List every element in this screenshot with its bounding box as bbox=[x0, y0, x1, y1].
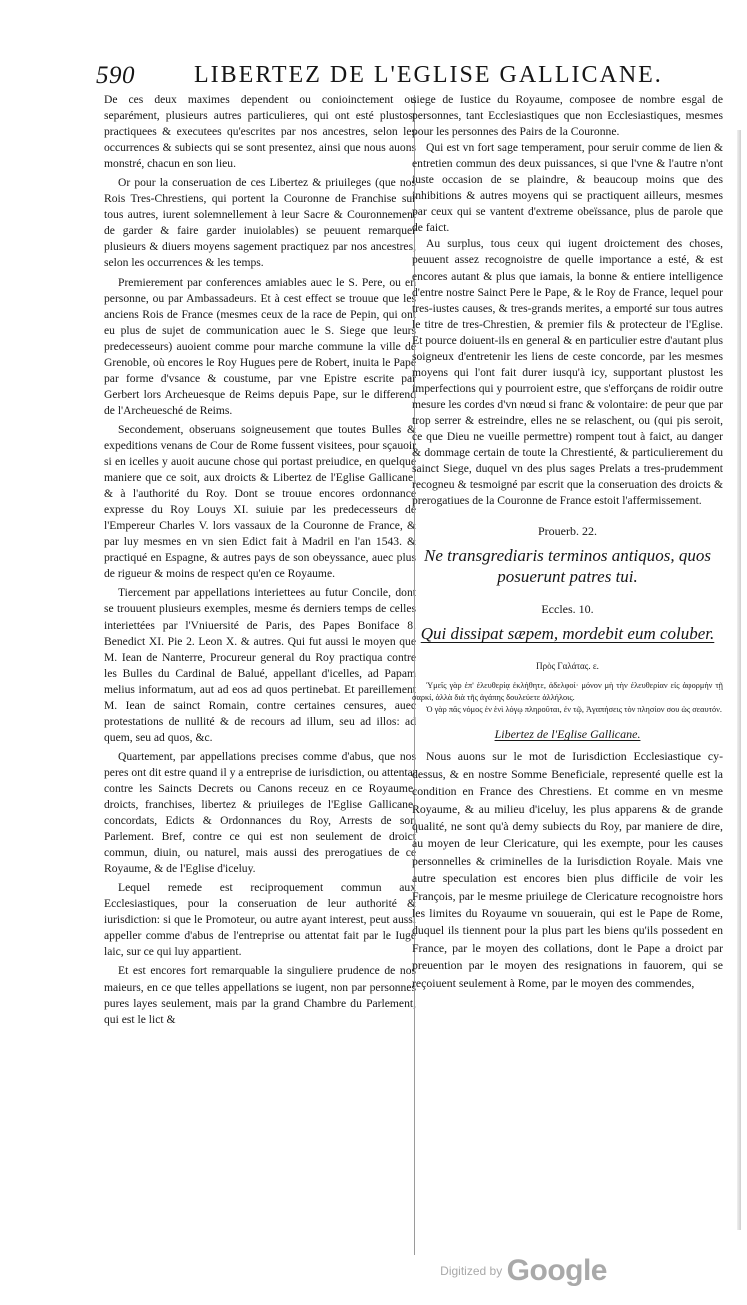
watermark-prefix: Digitized by bbox=[440, 1264, 503, 1278]
section-paragraph: Nous auons sur le mot de Iurisdiction Ecclesiastique cy-dessus, & en nostre Somme Beneficiale, representé quelle est la condition en France des Chrestiens. Et comme en vn mesme Royaume, & au milieu d'iceluy, les plus apparens & de grande qualité, ne sont qu'à demy subiects du Roy, par maniere de dire, au moyen de leur Clericature, qui les exempte, pour les causes personnelles & criminelles de la Iurisdiction Royale. Mais vne autre speculation est encores bien plus difficile de voir les François, par le mesme priuilege de Clericature recognoistre hors les limites du Royaume vn souuerain, qui est le Pape de Rome, duquel ils tiennent pour la plus part les biens qu'ils possedent en France, par le moyen des collations, dont le Pape a droict par preuention par le moyen des resignations in fauorem, qui se reçoiuent seulement à Rome, par le moyen des commendes, bbox=[412, 749, 723, 990]
left-paragraph: Premierement par conferences amiables auec le S. Pere, ou en personne, ou par Ambassadeurs. Et à cest effect se trouue que les anciens Rois de France (mesmes ceux de la race de Pepin, qui ont eu plus de sujet de communication auec le S. Siege que leurs predecesseurs) auoient comme pour marche commune la ville de Grenoble, où encores le Roy Hugues pere de Robert, inuita le Pape par forme d'vsance & coustume, par vne Epistre escrite par Gerbert lors Archeuesque de Reims depuis Pape, sur le differend de l'Archeuesché de Reims. bbox=[104, 275, 416, 417]
left-paragraph: Tiercement par appellations interiettees au futur Concile, dont se trouuent plusieurs exemples, mesme és derniers temps de celles interiettées par l'Vniuersité de Paris, des Papes Boniface 8. Benedict XI. Pie 2. Leon X. & autres. Qui fut aussi le moyen que M. Iean de Nanterre, Procureur general du Roy practiqua contre les Bulles du Cardinal de Balué, appellant d'icelles, ad Papam melius informatum, aut ad eos ad quos pertinebat. Et pareillement M. Iean de sainct Romain, contre certaines censures, auec protestations de nullité & de recours ad illum, seu ad illos: ad quem, seu ad quos, &c. bbox=[104, 586, 416, 744]
page-edge-shadow bbox=[737, 130, 741, 1230]
right-paragraph: siege de Iustice du Royaume, composee de nombre esgal de personnes, tant Ecclesiastiques que non Ecclesiastiques, mesmes pour les personnes des Pairs de la Couronne. bbox=[412, 93, 723, 139]
right-paragraph: Qui est vn fort sage temperament, pour seruir comme de lien & entretien commun des deux puissances, si que l'vne & l'autre n'ont iuste occasion de se plaindre, & beaucoup moins que des inhibitions & autres moyens qui se practiquent ailleurs, mesmes par ceux qui se vantent d'extreme obeïssance, plus de parole que de faict. bbox=[412, 141, 723, 235]
left-paragraph: Quartement, par appellations precises comme d'abus, que nos peres ont dit estre quand il y a entreprise de iurisdiction, ou attentat contre les Saincts Decrets ou Canons receuz en ce Royaume, droicts, franchises, libertez & priuileges de l'Eglise Gallicane, concordats, Edicts & Ordonnances du Roy, Arrests de son Parlement. Bref, contre ce qui est non seulement de droict commun, diuin, ou naturel, mais aussi des prerogatiues de ce Royaume, & de l'Eglise d'iceluy. bbox=[104, 749, 416, 876]
page-header bbox=[96, 62, 726, 96]
citation-proverbs: Prouerb. 22. bbox=[538, 524, 597, 539]
right-paragraph: Au surplus, tous ceux qui iugent droictement des choses, peuuent assez recognoistre de quelle importance a esté, & est encores autant & plus que iamais, la bonne & entiere intelligence d'entre nostre Sainct Pere le Pape, & le Roy de France, lequel pour tres-iustes causes, & tres-grands merites, a emporté sur tous autres le titre de tres-Chrestien, & premier fils & protecteur de l'Eglise. Et pource doiuent-ils en general & en particulier estre d'autant plus soigneux d'entretenir les liens de ceste concorde, par les mesmes moyens qui l'ont fait durer iusqu'à icy, supportant plustost les imperfections qui y pourroient estre, que s'efforçans de roidir outre mesure les cordes d'vn nœud si franc & volontaire: de peur que par trop serrer & estreindre, elles ne se relaschent, ou (qui pis seroit, ce que Dieu ne vueille permettre) rompent tout à faict, au danger & dommage certain de toute la Chrestienté, & particulierement du sainct Siege, duquel vn des plus sages Prelats a tres-prudemment recogneu & tesmoigné par escrit que la conseruation des droicts & prerogatiues de la Couronne de France estoit l'affermissement. bbox=[412, 237, 723, 508]
page-number: 590 bbox=[96, 62, 135, 89]
left-paragraph: De ces deux maximes dependent ou conioinctement ou separément, plusieurs autres particulieres, qui ont esté plustost practiquees & executees qu'escrites par nos ancestres, selon les occurrences & subiects qui se sont presentez, ainsi que nous auons monstré, chacun en son lieu. bbox=[104, 93, 416, 171]
verse-ecclesiastes: Qui dissipat sæpem, mordebit eum coluber. bbox=[420, 624, 715, 644]
right-column bbox=[412, 92, 723, 992]
section-heading: Libertez de l'Eglise Gallicane. bbox=[494, 727, 641, 742]
left-paragraph: Lequel remede est reciproquement commun aux Ecclesiastiques, pour la conseruation de leur authorité & iurisdiction: si que le Promoteur, ou autre ayant interest, peut aussi appeller comme d'abus de l'entreprise ou attentat fait par le Iuge laic, sur ce qui luy appartient. bbox=[104, 881, 416, 959]
left-paragraph: Et est encores fort remarquable la singuliere prudence de nos maieurs, en ce que telles appellations se iugent, non par personnes pures layes seulement, mais par la grand Chambre du Parlement, qui est le lict & bbox=[104, 964, 416, 1026]
digitized-by-google-watermark bbox=[440, 1254, 607, 1288]
greek-verse: Ὑμεῖς γὰρ ἐπ' ἐλευθερίᾳ ἐκλήθητε, ἀδελφοί· μόνον μὴ τὴν ἐλευθερίαν εἰς ἀφορμὴν τῇ σαρκί, ἀλλὰ διὰ τῆς ἀγάπης δουλεύετε ἀλλήλοις. bbox=[412, 681, 723, 703]
left-paragraph: Or pour la conseruation de ces Libertez & priuileges (que nos Rois Tres-Chrestiens, qui portent la Couronne de Franchise sur tous autres, iurent solemnellement à leur Sacre & Couronnement de garder & faire garder inuiolables) se peuuent remarquer plusieurs & diuers moyens sagement practiquez par nos ancestres, selon les occurrences & les temps. bbox=[104, 176, 416, 270]
left-column bbox=[104, 92, 416, 1028]
running-title: LIBERTEZ DE L'EGLISE GALLICANE. bbox=[194, 62, 663, 88]
google-logo: Google bbox=[506, 1254, 607, 1287]
verse-proverbs: Ne transgrediaris terminos antiquos, quos posuerunt patres tui. bbox=[424, 546, 711, 587]
greek-citation: Πρὸς Γαλάτας. ε. bbox=[536, 661, 599, 672]
citation-ecclesiastes: Eccles. 10. bbox=[541, 602, 594, 617]
greek-verse: Ὁ γὰρ πᾶς νόμος ἐν ἑνὶ λόγῳ πληροῦται, ἐν τῷ, Ἀγαπήσεις τὸν πλησίον σου ὡς σεαυτόν. bbox=[426, 705, 722, 715]
left-paragraph: Secondement, obseruans soigneusement que toutes Bulles & expeditions venans de Cour de Rome fussent visitees, pour sçauoir si en icelles y auoit aucune chose qui portast preiudice, en quelque maniere que ce soit, aux droicts & Libertez de l'Eglise Gallicane, & à l'authorité du Roy. Dont se trouue encores ordonnance expresse du Roy Louys XI. suiuie par les predecesseurs de l'Empereur Charles V. lors vassaux de la Couronne de France, & par luy mesmes en vn sien Edict fait à Madril en l'an 1543. & practiqué en Espagne, & autres pays de son obeyssance, auec plus de rigueur & moins de respect qu'en ce Royaume. bbox=[104, 422, 416, 581]
